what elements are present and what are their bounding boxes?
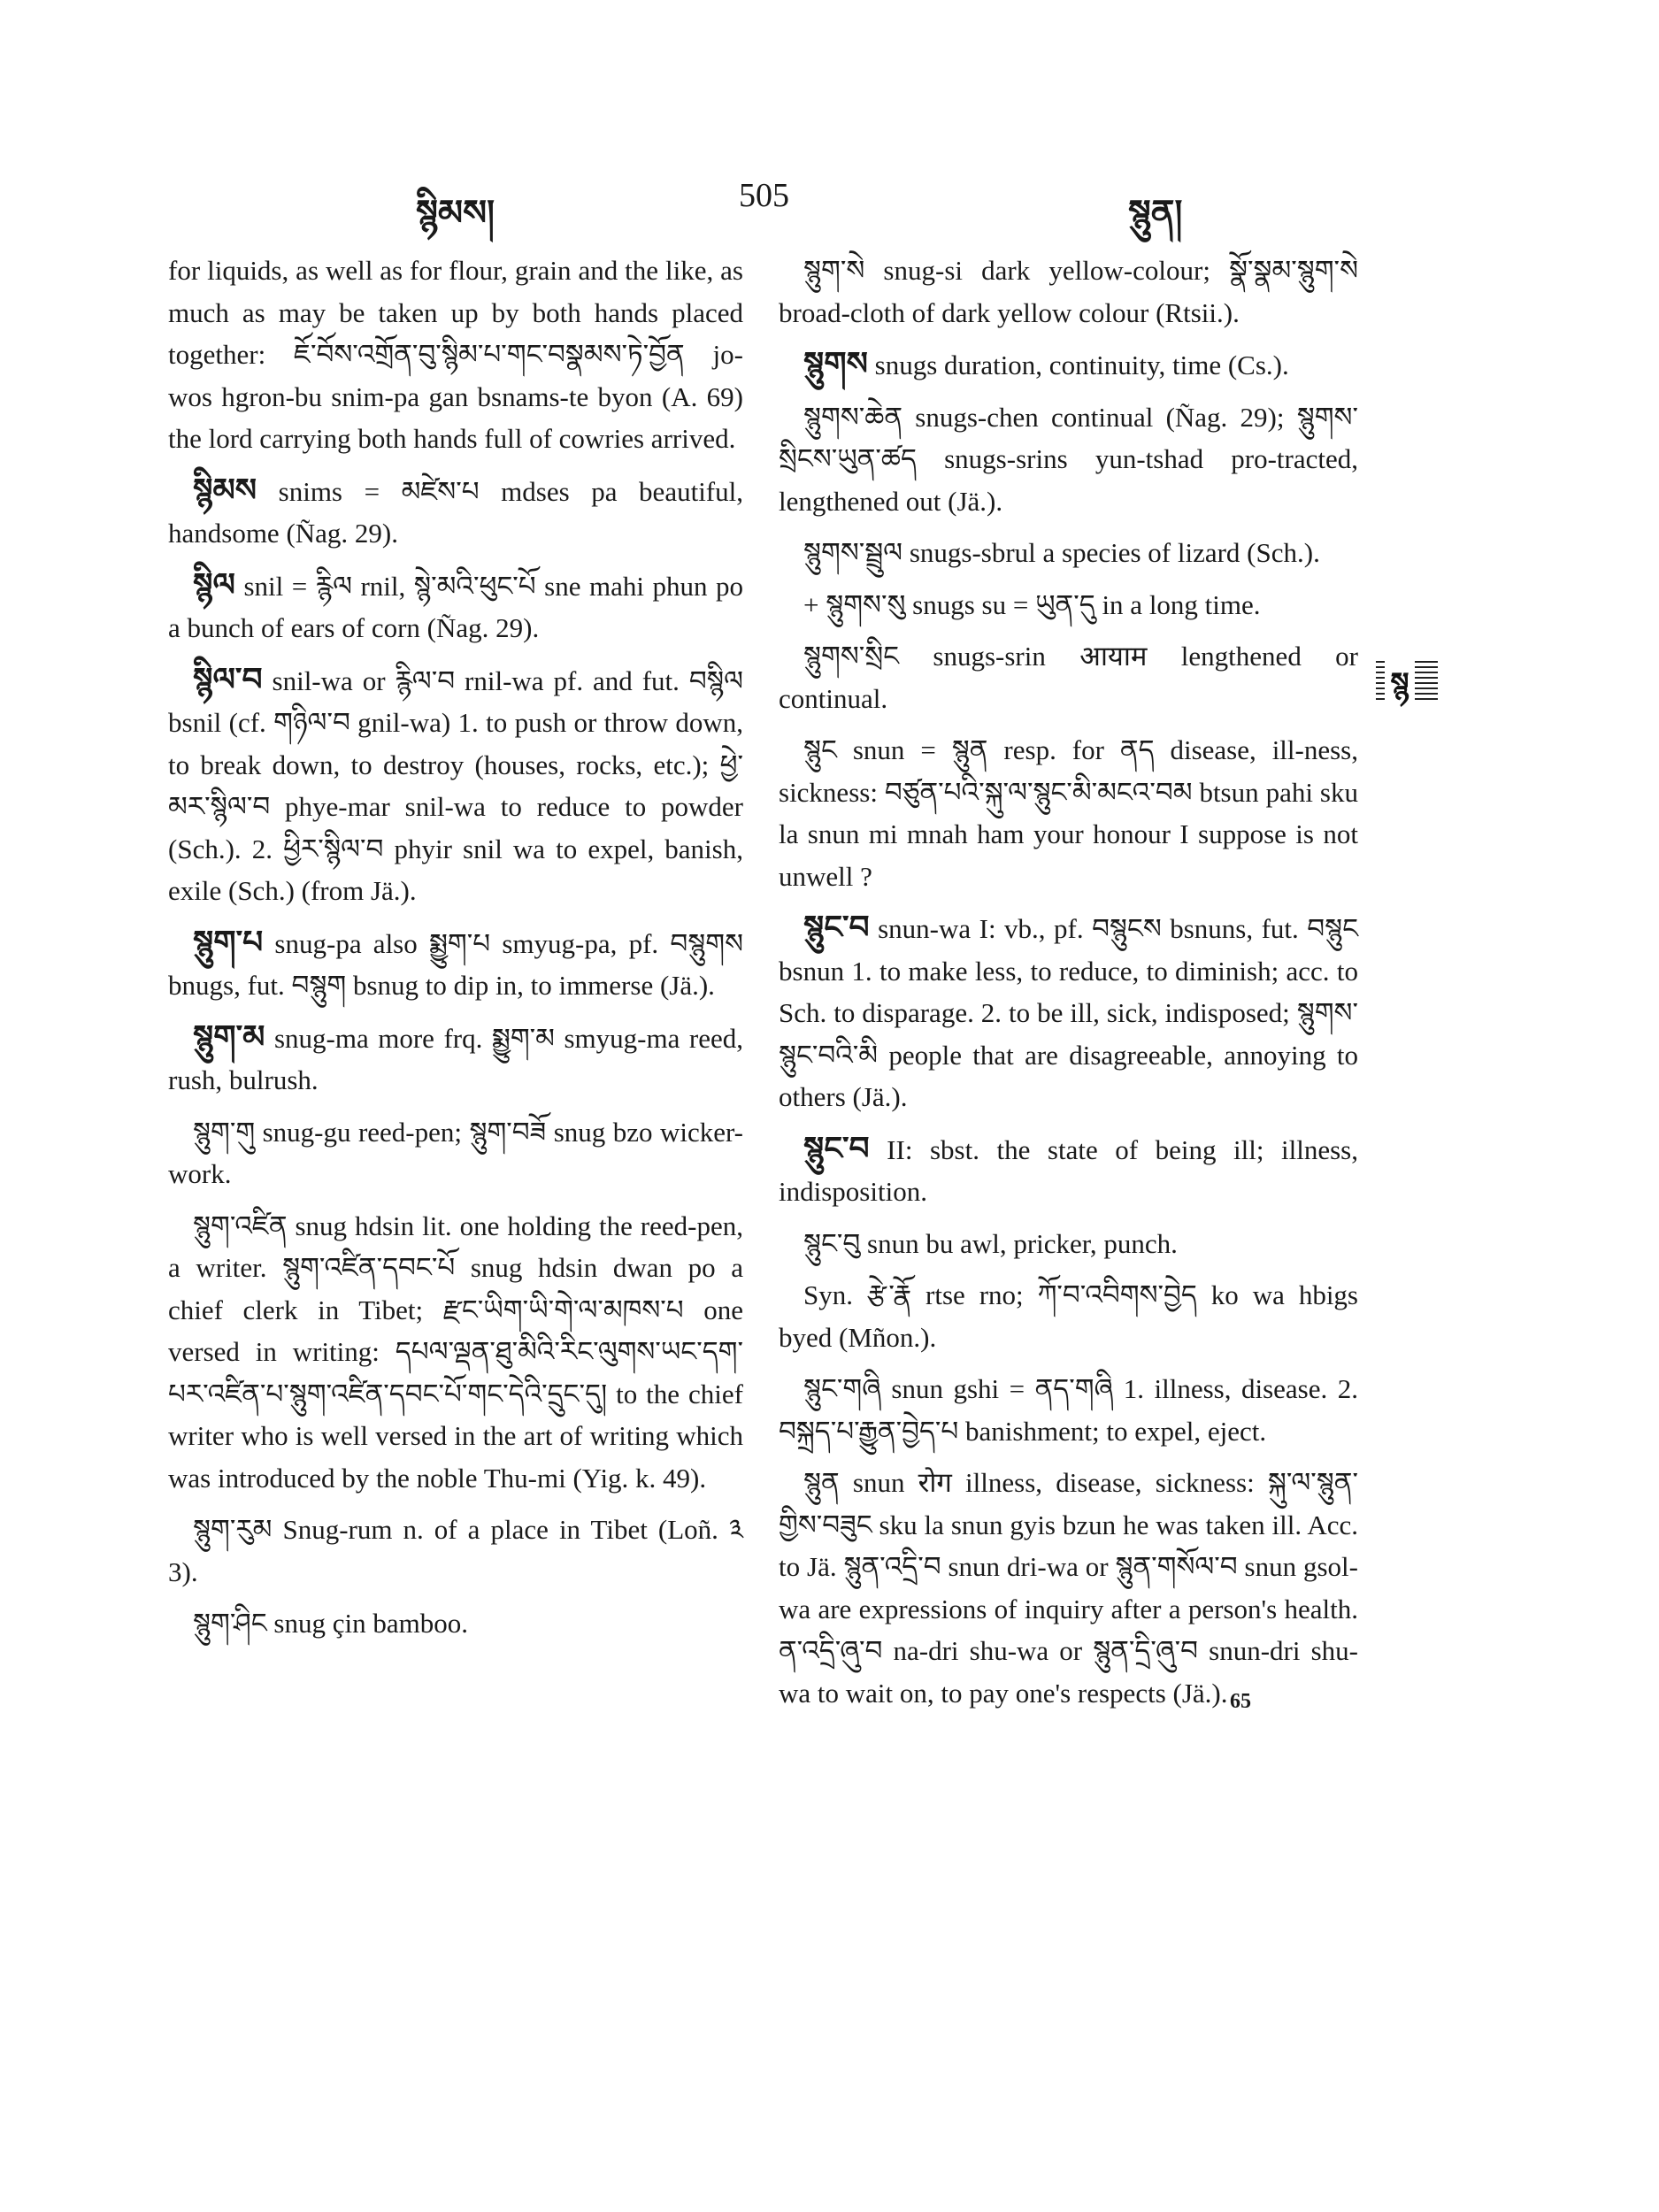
dictionary-entry: སྙུག་འཛིན snug hdsin lit. one holding the reed-pen, a writer. སྙུག་འཛིན་དབང་པོ snug hdsin dwan po a chief clerk in Tibet; རྫང་ཡིག་ཡི་གེ་ལ་མཁས་པ one versed in writing: དཔལ་ལྡན་ཐུ་མིའི་རིང་ལུགས་ཡང་དག་པར་འཛིན་པ་སྙུག་འཛིན་དབང་པོ་གང་དེའི་དྲུང་དུ། to the chief writer who is well versed in the art of writing which was introduced by the noble Thu-mi (Yig. k. 49). xyxy=(168,1210,743,1494)
folio-signature: 65 xyxy=(1230,1690,1251,1713)
dictionary-entry: + སྙུགས་སུ snugs su = ཡུན་དུ in a long time. xyxy=(803,588,1261,620)
header-left-headword: སྙིམས། xyxy=(416,192,495,234)
dictionary-entry: སྙུང snun = སྙུན resp. for ནད disease, ill-ness, sickness: བཙུན་པའི་སྐུ་ལ་སྙུང་མི་མངའ་བམ btsun pahi sku la snun mi mnah ham your honour I suppose is not unwell ? xyxy=(779,734,1358,892)
dictionary-entry: སྙུང་བ II: sbst. the state of being ill; illness, indisposition. xyxy=(779,1130,1358,1207)
page-number: 505 xyxy=(739,177,789,214)
dictionary-entry: སྙུག་སེ snug-si dark yellow-colour; སྣོ་སྣམ་སྙུག་སེ broad-cloth of dark yellow colour (Rtsii.). xyxy=(779,255,1358,328)
running-header xyxy=(0,173,1659,234)
dictionary-entry: སྙུང་བུ snun bu awl, pricker, punch. xyxy=(803,1227,1178,1259)
dictionary-entry: for liquids, as well as for flour, grain and the like, as much as may be taken up by both hands placed together: ཇོ་བོས་འགྲོན་བུ་སྙིམ་པ་གང་བསྣམས་ཏེ་བྱོན jo-wos hgron-bu snim-pa gan bsnams-te byon (A. 69) the lord carrying both hands full of cowries arrived. xyxy=(168,255,743,454)
dictionary-entry: སྙུན snun रोग illness, disease, sickness: སྐུ་ལ་སྙུན་གྱིས་བཟུང sku la snun gyis bzun he was taken ill. Acc. to Jä. སྙུན་འདྲི་བ snun dri-wa or སྙུན་གསོལ་བ snun gsol-wa are expressions of inquiry after a person's health. ན་འདྲི་ཞུ་བ na-dri shu-wa or སྙུན་དྲི་ཞུ་བ snun-dri shu-wa to wait on, to pay one's respects (Jä.). xyxy=(779,1467,1358,1709)
thumb-index-tab xyxy=(1376,655,1438,708)
thumb-index-lines-icon xyxy=(1376,655,1438,708)
dictionary-entry: སྙུགས་སྦྲུལ snugs-sbrul a species of lizard (Sch.). xyxy=(803,537,1320,568)
dictionary-entry: སྙུག་གུ snug-gu reed-pen; སྙུག་བཟོ snug bzo wicker-work. xyxy=(168,1116,743,1189)
dictionary-entry: སྙིལ snil = རྙིལ rnil, སྙེ་མའི་ཕུང་པོ sne mahi phun po a bunch of ears of corn (Ñag. 29). xyxy=(168,566,743,643)
dictionary-entry: སྙུག་ཤིང snug çin bamboo. xyxy=(193,1608,468,1639)
dictionary-entry: སྙུང་གཞི snun gshi = ནད་གཞི 1. illness, disease. 2. བསྐྲད་པ་རྒྱུན་བྱེད་པ banishment; to expel, eject. xyxy=(779,1373,1358,1447)
dictionary-entry: Syn. རྩེ་རྣོ rtse rno; ཀོ་བ་འབིགས་བྱེད ko wa hbigs byed (Mñon.). xyxy=(779,1279,1358,1353)
dictionary-entry: སྙུགས་ཆེན snugs-chen continual (Ñag. 29); སྙུགས་སྲིངས་ཡུན་ཚད snugs-srins yun-tshad pro-tracted, lengthened out (Jä.). xyxy=(779,401,1358,517)
dictionary-entry: སྙིམས snims = མཛེས་པ mdses pa beautiful, handsome (Ñag. 29). xyxy=(168,472,743,549)
dictionary-entry: སྙུག་རུམ Snug-rum n. of a place in Tibet (Loñ. ༣ 3). xyxy=(168,1514,743,1587)
right-column xyxy=(779,250,1358,1724)
dictionary-entry: སྙུགས་སྲིང snugs-srin आयाम lengthened or continual. xyxy=(779,641,1358,714)
thumb-index-letter: སྙ xyxy=(1390,666,1409,702)
header-right-headword: སྙུན། xyxy=(1128,192,1183,234)
left-column xyxy=(168,250,743,1655)
dictionary-entry: སྙུང་བ snun-wa I: vb., pf. བསྙུངས bsnuns, fut. བསྙུང bsnun 1. to make less, to reduce, to diminish; acc. to Sch. to disparage. 2. to be ill, sick, indisposed; སྙུགས་སྙུང་བའི་མི people that are disagreeable, annoying to others (Jä.). xyxy=(779,910,1358,1112)
dictionary-entry: སྙུགས snugs duration, continuity, time (Cs.). xyxy=(803,346,1289,381)
dictionary-entry: སྙུག་པ snug-pa also སྨྱུག་པ smyug-pa, pf. བསྙུགས bnugs, fut. བསྙུག bsnug to dip in, to immerse (Jä.). xyxy=(168,924,743,1001)
dictionary-entry: སྙིལ་བ snil-wa or རྙིལ་བ rnil-wa pf. and fut. བསྙིལ bsnil (cf. གཉིལ་བ gnil-wa) 1. to push or throw down, to break down, to destroy (houses, rocks, etc.); ཕྱེ་མར་སྙིལ་བ phye-mar snil-wa to reduce to powder (Sch.). 2. ཕྱིར་སྙིལ་བ phyir snil wa to expel, banish, exile (Sch.) (from Jä.). xyxy=(168,661,743,906)
dictionary-entry: སྙུག་མ snug-ma more frq. སྨྱུག་མ smyug-ma reed, rush, bulrush. xyxy=(168,1018,743,1095)
